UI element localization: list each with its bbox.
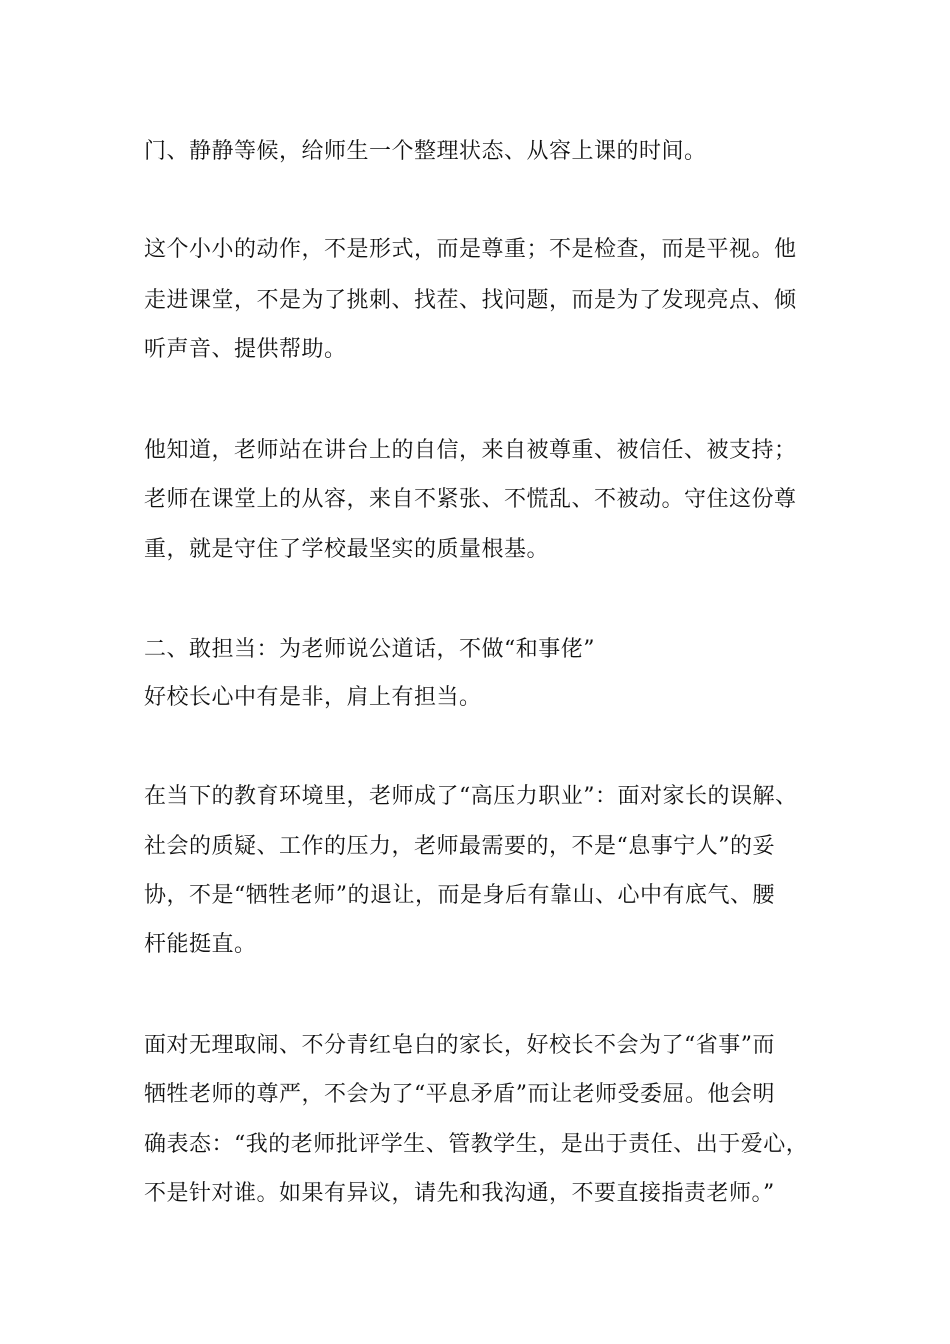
paragraph-5-line-4: 杆能挺直。 bbox=[144, 932, 257, 957]
paragraph-5-line-2: 社会的质疑、工作的压力，老师最需要的，不是“息事宁人”的妥 bbox=[144, 834, 775, 859]
paragraph-5-line-1: 在当下的教育环境里，老师成了“高压力职业”：面对家长的误解、 bbox=[144, 784, 798, 809]
section-intro: 好校长心中有是非，肩上有担当。 bbox=[144, 685, 482, 710]
paragraph-2-line-2: 走进课堂，不是为了挑刺、找茬、找问题，而是为了发现亮点、倾 bbox=[144, 288, 797, 313]
paragraph-2-line-3: 听声音、提供帮助。 bbox=[144, 337, 347, 362]
paragraph-3-line-1: 他知道，老师站在讲台上的自信，来自被尊重、被信任、被支持； bbox=[144, 438, 797, 463]
paragraph-1-line-1: 门、静静等候，给师生一个整理状态、从容上课的时间。 bbox=[144, 139, 707, 164]
paragraph-3-line-3: 重，就是守住了学校最坚实的质量根基。 bbox=[144, 537, 550, 562]
paragraph-3-line-2: 老师在课堂上的从容，来自不紧张、不慌乱、不被动。守住这份尊 bbox=[144, 487, 797, 512]
paragraph-6-line-2: 牺牲老师的尊严，不会为了“平息矛盾”而让老师受委屈。他会明 bbox=[144, 1082, 775, 1107]
paragraph-5-line-3: 协，不是“牺牲老师”的退让，而是身后有靠山、心中有底气、腰 bbox=[144, 883, 775, 908]
section-heading: 二、敢担当：为老师说公道话，不做“和事佬” bbox=[144, 637, 595, 662]
paragraph-2-line-1: 这个小小的动作，不是形式，而是尊重；不是检查，而是平视。他 bbox=[144, 237, 797, 262]
paragraph-6-line-4: 不是针对谁。如果有异议，请先和我沟通，不要直接指责老师。” bbox=[144, 1181, 775, 1206]
paragraph-6-line-3: 确表态：“我的老师批评学生、管教学生，是出于责任、出于爱心， bbox=[144, 1132, 809, 1157]
paragraph-6-line-1: 面对无理取闹、不分青红皂白的家长，好校长不会为了“省事”而 bbox=[144, 1033, 775, 1058]
